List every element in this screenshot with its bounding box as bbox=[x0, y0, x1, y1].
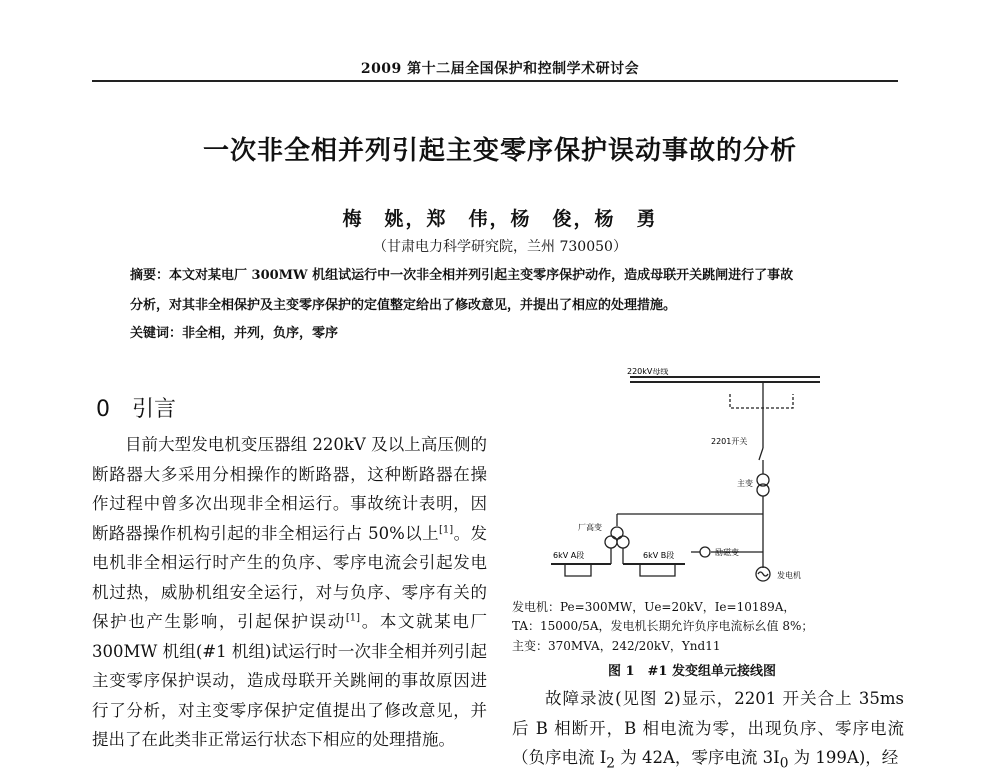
abstract-line-2: 分析，对其非全相保护及主变零序保护的定值整定给出了修改意见，并提出了相应的处理措施。 bbox=[130, 298, 677, 313]
body-text-right bbox=[512, 684, 904, 779]
aux-transformer-circle bbox=[611, 527, 623, 539]
section-heading: 0 引言 bbox=[96, 397, 176, 422]
para-text: 目前大型发电机变压器组 220kV 及以上高压侧的断路器大多采用分相操作的断路器，这种断路器在操作过程中曾多次出现非全相运行。事故统计表明，因断路器操作机构引起的非全相运行占 50%以上 bbox=[92, 435, 487, 543]
bus-b-label: 6kV B段 bbox=[643, 551, 675, 560]
para-text: 。本文就某电厂 300MW 机组(#1 机组)试运行时一次非全相并列引起主变零序保护误动，造成母联开关跳闸的事故原因进行了分析，对主变零序保护定值提出了修改意见，并提出了在此类非正常运行状态下相应的处理措施。 bbox=[92, 612, 488, 749]
wiring-diagram bbox=[515, 368, 840, 588]
aux-transformer-label: 厂高变 bbox=[578, 523, 602, 532]
disconnect-dashed bbox=[730, 394, 793, 408]
body-text-left bbox=[92, 430, 487, 755]
transformer-label: 主变 bbox=[737, 479, 753, 488]
authors: 梅 姚，郑 伟，杨 俊，杨 勇 bbox=[342, 208, 658, 230]
keywords: 关键词：非全相，并列，负序，零序 bbox=[130, 326, 339, 341]
breaker-label: 2201开关 bbox=[711, 437, 748, 446]
abstract-line-1: 摘要：本文对某电厂 300MW 机组试运行中一次非全相并列引起主变零序保护动作，造成母联开关跳闸进行了事故 bbox=[130, 268, 794, 283]
running-header: 2009 第十二届全国保护和控制学术研讨会 bbox=[360, 61, 640, 77]
subscript: 0 bbox=[779, 755, 789, 772]
affiliation: （甘肃电力科学研究院，兰州 730050） bbox=[373, 239, 627, 255]
citation-ref: [1] bbox=[345, 612, 361, 624]
figure-caption-line-2: TA：15000/5A，发电机长期允许负序电流标幺值 8%； bbox=[512, 619, 814, 633]
para-text: 为 199A)，经 bbox=[788, 748, 899, 767]
generator-label: 发电机 bbox=[777, 571, 801, 580]
exciter-label: 励磁变 bbox=[715, 548, 739, 557]
figure-caption-line-1: 发电机：Pe=300MW，Ue=20kV，Ie=10189A， bbox=[512, 600, 796, 614]
bus-label: 220kV母线 bbox=[627, 368, 669, 376]
figure-title: 图 1 #1 发变组单元接线图 bbox=[607, 664, 777, 679]
paper-title: 一次非全相并列引起主变零序保护误动事故的分析 bbox=[202, 136, 797, 166]
para-text: 。发电机非全相运行时产生的负序、零序电流会引起发电机过热，威胁机组安全运行，对与负序、零序有关的保护也产生影响，引起保护误动 bbox=[92, 523, 487, 631]
figure-caption-line-3: 主变：370MVA，242/20kV，Ynd11 bbox=[512, 639, 721, 653]
citation-ref: [1] bbox=[439, 524, 454, 535]
header-rule bbox=[92, 80, 898, 82]
fault-paragraph bbox=[512, 684, 904, 779]
exciter-transformer bbox=[700, 547, 710, 557]
intro-paragraph bbox=[92, 430, 487, 755]
para-text: 为 42A，零序电流 3I bbox=[615, 748, 780, 767]
subscript: 2 bbox=[606, 755, 616, 772]
breaker-symbol bbox=[759, 448, 763, 460]
bus-a-label: 6kV A段 bbox=[553, 551, 585, 560]
para-text: 故障录波(见图 2)显示，2201 开关合上 35ms 后 B 相断开，B 相电流为零，出现负序、零序电流（负序电流 I bbox=[512, 689, 904, 767]
